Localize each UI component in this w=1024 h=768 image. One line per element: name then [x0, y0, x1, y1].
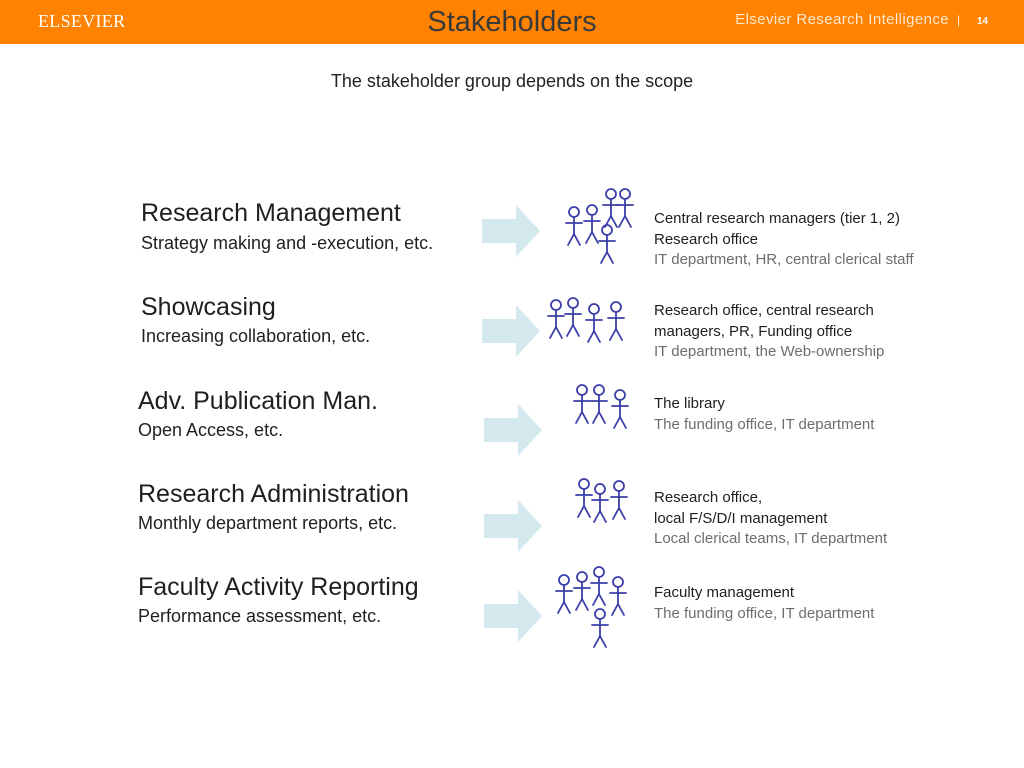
stakeholder-line: The funding office, IT department — [654, 604, 875, 622]
stakeholder-line: The library — [654, 395, 725, 412]
arrow-right-icon — [484, 590, 542, 642]
slide-title: Stakeholders — [427, 6, 597, 38]
row-title: Research Administration — [138, 480, 409, 508]
stakeholder-row-faculty-activity — [0, 570, 1024, 670]
row-subtitle: Increasing collaboration, etc. — [141, 326, 371, 346]
row-title: Research Management — [141, 199, 401, 227]
row-subtitle: Open Access, etc. — [138, 420, 284, 440]
stakeholder-list — [654, 394, 984, 435]
arrow-right-icon — [484, 404, 542, 456]
stakeholder-line: Central research managers (tier 1, 2) — [654, 210, 900, 227]
arrow-right-icon — [482, 205, 540, 257]
stakeholder-line: Research office, — [654, 489, 763, 506]
stakeholder-line: Research office — [654, 230, 758, 248]
stakeholder-row-research-management — [0, 196, 1024, 286]
stakeholder-line: Faculty management — [654, 584, 795, 601]
stakeholder-group-icon — [552, 562, 642, 654]
brand-separator: | — [957, 13, 961, 27]
stakeholder-line: IT department, HR, central clerical staff — [654, 251, 914, 268]
elsevier-logo: ELSEVIER — [38, 11, 126, 31]
stakeholder-group-icon — [568, 380, 638, 435]
row-subtitle: Performance assessment, etc. — [138, 606, 382, 626]
row-title: Showcasing — [141, 293, 276, 321]
brand-name: Elsevier Research Intelligence — [735, 11, 949, 28]
stakeholder-line: local F/S/D/I management — [654, 509, 828, 527]
arrow-right-icon — [482, 305, 540, 357]
stakeholder-line: The funding office, IT department — [654, 415, 875, 433]
header-bar — [0, 0, 1024, 44]
slide-subtitle: The stakeholder group depends on the scope — [330, 71, 694, 91]
stakeholder-group-icon — [544, 291, 634, 351]
stakeholder-row-adv-publication — [0, 382, 1024, 472]
stakeholder-line: managers, PR, Funding office — [654, 322, 853, 340]
stakeholder-list — [654, 209, 984, 271]
stakeholder-group-icon — [570, 476, 640, 531]
stakeholder-line: Local clerical teams, IT department — [654, 530, 888, 547]
stakeholder-list — [654, 301, 984, 363]
stakeholder-row-showcasing — [0, 289, 1024, 379]
row-title: Faculty Activity Reporting — [138, 573, 419, 601]
stakeholder-list — [654, 583, 984, 624]
stakeholder-list — [654, 488, 984, 550]
stakeholder-group-icon — [562, 180, 642, 270]
stakeholder-line: IT department, the Web-ownership — [654, 343, 885, 360]
stakeholder-line: Research office, central research — [654, 302, 874, 319]
page-number: 14 — [977, 16, 989, 27]
stakeholder-row-research-administration — [0, 476, 1024, 566]
row-title: Adv. Publication Man. — [138, 387, 378, 415]
row-subtitle: Strategy making and -execution, etc. — [141, 233, 434, 253]
row-subtitle: Monthly department reports, etc. — [138, 513, 398, 533]
arrow-right-icon — [484, 500, 542, 552]
